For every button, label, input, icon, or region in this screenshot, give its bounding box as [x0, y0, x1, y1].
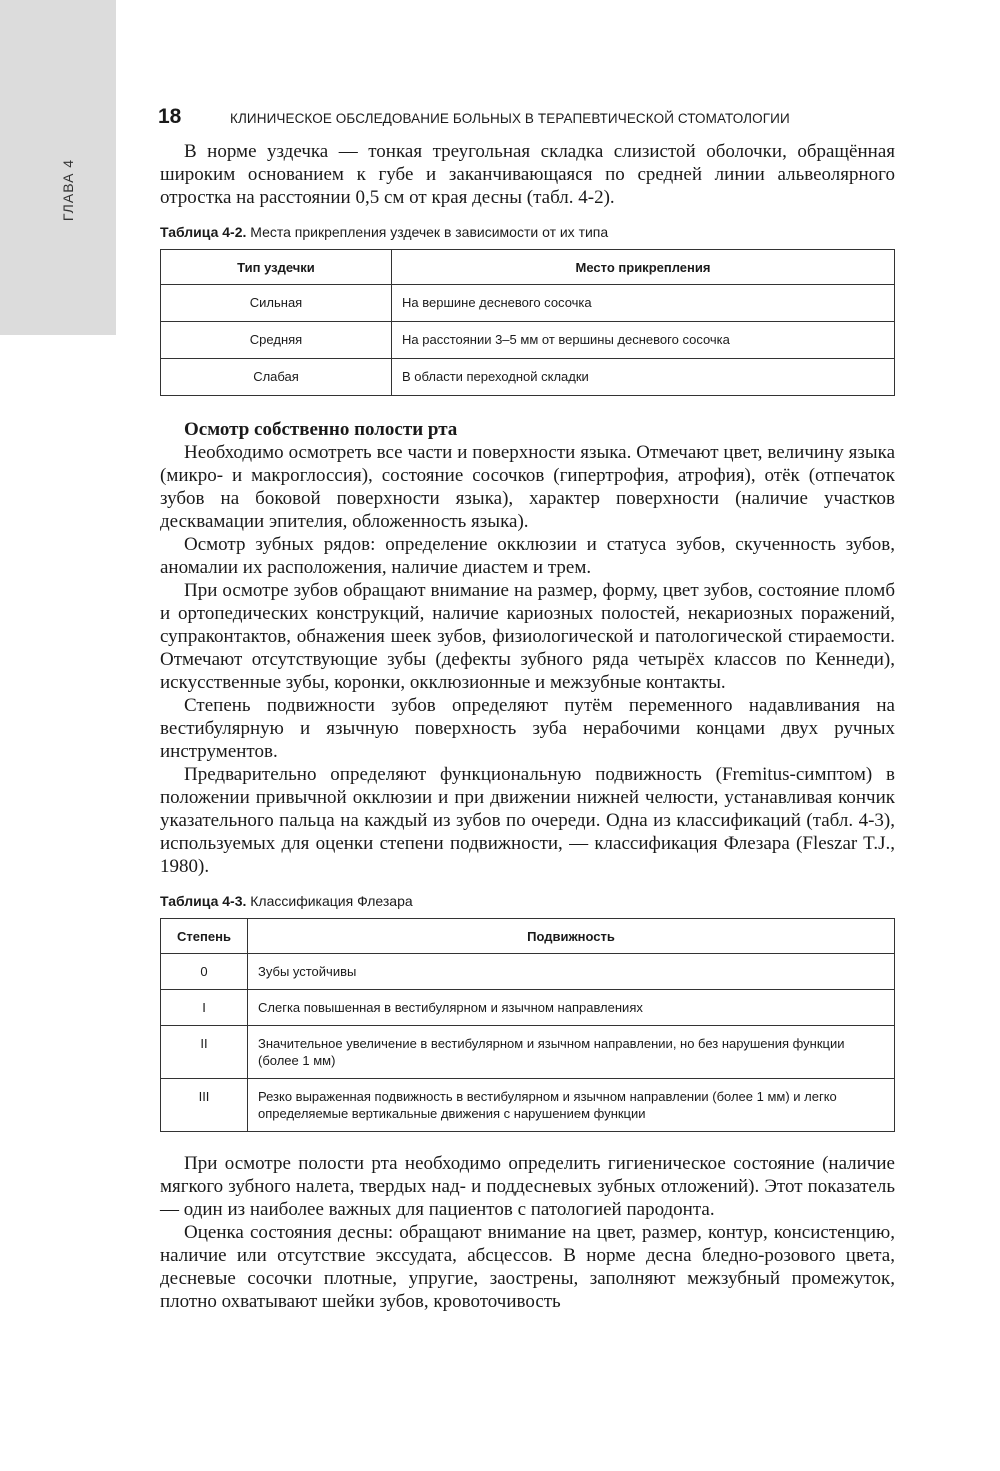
table-row	[161, 1079, 895, 1132]
table-cell: Слабая	[161, 359, 392, 396]
table-cell: Сильная	[161, 285, 392, 322]
table-row	[161, 954, 895, 990]
table-header-row	[161, 250, 895, 285]
running-header	[158, 105, 898, 135]
table-row	[161, 285, 895, 322]
body-paragraph: Необходимо осмотреть все части и поверхности языка. Отмечают цвет, величину языка (микро- и макроглоссия), состояние сосочков (гипертрофия, атрофия), отёк (отпечаток зубов на боковой поверхности языка), характер поверхности (наличие участков десквамации эпителия, обложенность языка).	[160, 442, 895, 532]
table-row	[161, 1026, 895, 1079]
table-cell: Слегка повышенная в вестибулярном и язычном направлениях	[248, 990, 895, 1026]
table-cell: Средняя	[161, 322, 392, 359]
table-4-3-caption-label: Таблица 4-3.	[160, 893, 247, 909]
table-4-3-caption-text: Классификация Флезара	[246, 893, 413, 909]
table-cell: Резко выраженная подвижность в вестибулярном и язычном направлении (более 1 мм) и легко определяемые вертикальные движения с нарушением функции	[248, 1079, 895, 1132]
body-paragraph: Осмотр зубных рядов: определение окклюзии и статуса зубов, скученность зубов, аномалии их расположения, наличие диастем и трем.	[160, 534, 895, 578]
table-cell: I	[161, 990, 248, 1026]
table-header-cell: Подвижность	[248, 919, 895, 954]
table-4-3	[160, 918, 895, 1132]
chapter-side-tab	[0, 0, 116, 335]
running-header-title: КЛИНИЧЕСКОЕ ОБСЛЕДОВАНИЕ БОЛЬНЫХ В ТЕРАПЕВТИЧЕСКОЙ СТОМАТОЛОГИИ	[230, 111, 790, 126]
table-cell: Значительное увеличение в вестибулярном и язычном направлении, но без нарушения функции (более 1 мм)	[248, 1026, 895, 1079]
table-row	[161, 990, 895, 1026]
table-cell: II	[161, 1026, 248, 1079]
table-header-row	[161, 919, 895, 954]
table-row	[161, 322, 895, 359]
table-cell: III	[161, 1079, 248, 1132]
body-paragraph: Предварительно определяют функциональную подвижность (Fremitus-симптом) в положении привычной окклюзии и при движении нижней челюсти, устанавливая кончик указательного пальца на каждый из зубов по очереди. Одна из классификаций (табл. 4-3), используемых для оценки степени подвижности, — классификация Флезара (Fleszar T.J., 1980).	[160, 764, 895, 877]
chapter-label: ГЛАВА 4	[60, 158, 76, 222]
table-header-cell: Степень	[161, 919, 248, 954]
table-4-2	[160, 249, 895, 396]
page-number: 18	[158, 105, 182, 128]
table-cell: 0	[161, 954, 248, 990]
body-paragraph: При осмотре полости рта необходимо определить гигиеническое состояние (наличие мягкого зубного налета, твердых над- и поддесневых зубных отложений). Этот показатель — один из наиболее важных для пациентов с патологией пародонта.	[160, 1153, 895, 1220]
table-row	[161, 359, 895, 396]
table-4-2-caption-label: Таблица 4-2.	[160, 224, 247, 240]
table-cell: На расстоянии 3–5 мм от вершины десневого сосочка	[392, 322, 895, 359]
intro-paragraph: В норме уздечка — тонкая треугольная складка слизистой оболочки, обращённая широким основанием к губе и заканчивающаяся по средней линии альвеолярного отростка на расстоянии 0,5 см от края десны (табл. 4-2).	[160, 141, 895, 208]
table-cell: Зубы устойчивы	[248, 954, 895, 990]
table-cell: На вершине десневого сосочка	[392, 285, 895, 322]
table-4-3-caption	[160, 892, 895, 910]
body-paragraph: Оценка состояния десны: обращают внимание на цвет, размер, контур, консистенцию, наличие или отсутствие экссудата, абсцессов. В норме десна бледно-розового цвета, десневые сосочки плотные, упругие, заострены, заполняют межзубный промежуток, плотно охватывают шейки зубов, кровоточивость	[160, 1222, 895, 1312]
table-4-2-caption	[160, 223, 895, 241]
page-content	[160, 140, 895, 1313]
table-header-cell: Тип уздечки	[161, 250, 392, 285]
table-4-2-caption-text: Места прикрепления уздечек в зависимости от их типа	[246, 224, 609, 240]
section-heading: Осмотр собственно полости рта	[184, 419, 458, 440]
body-paragraph: Степень подвижности зубов определяют путём переменного надавливания на вестибулярную и язычную поверхность зуба нерабочими концами двух ручных инструментов.	[160, 695, 895, 762]
body-paragraph: При осмотре зубов обращают внимание на размер, форму, цвет зубов, состояние пломб и ортопедических конструкций, наличие кариозных полостей, некариозных поражений, супраконтактов, обнажения шеек зубов, физиологической и патологической стираемости. Отмечают отсутствующие зубы (дефекты зубного ряда четырёх классов по Кеннеди), искусственные зубы, коронки, окклюзионные и межзубные контакты.	[160, 580, 895, 693]
table-header-cell: Место прикрепления	[392, 250, 895, 285]
table-cell: В области переходной складки	[392, 359, 895, 396]
